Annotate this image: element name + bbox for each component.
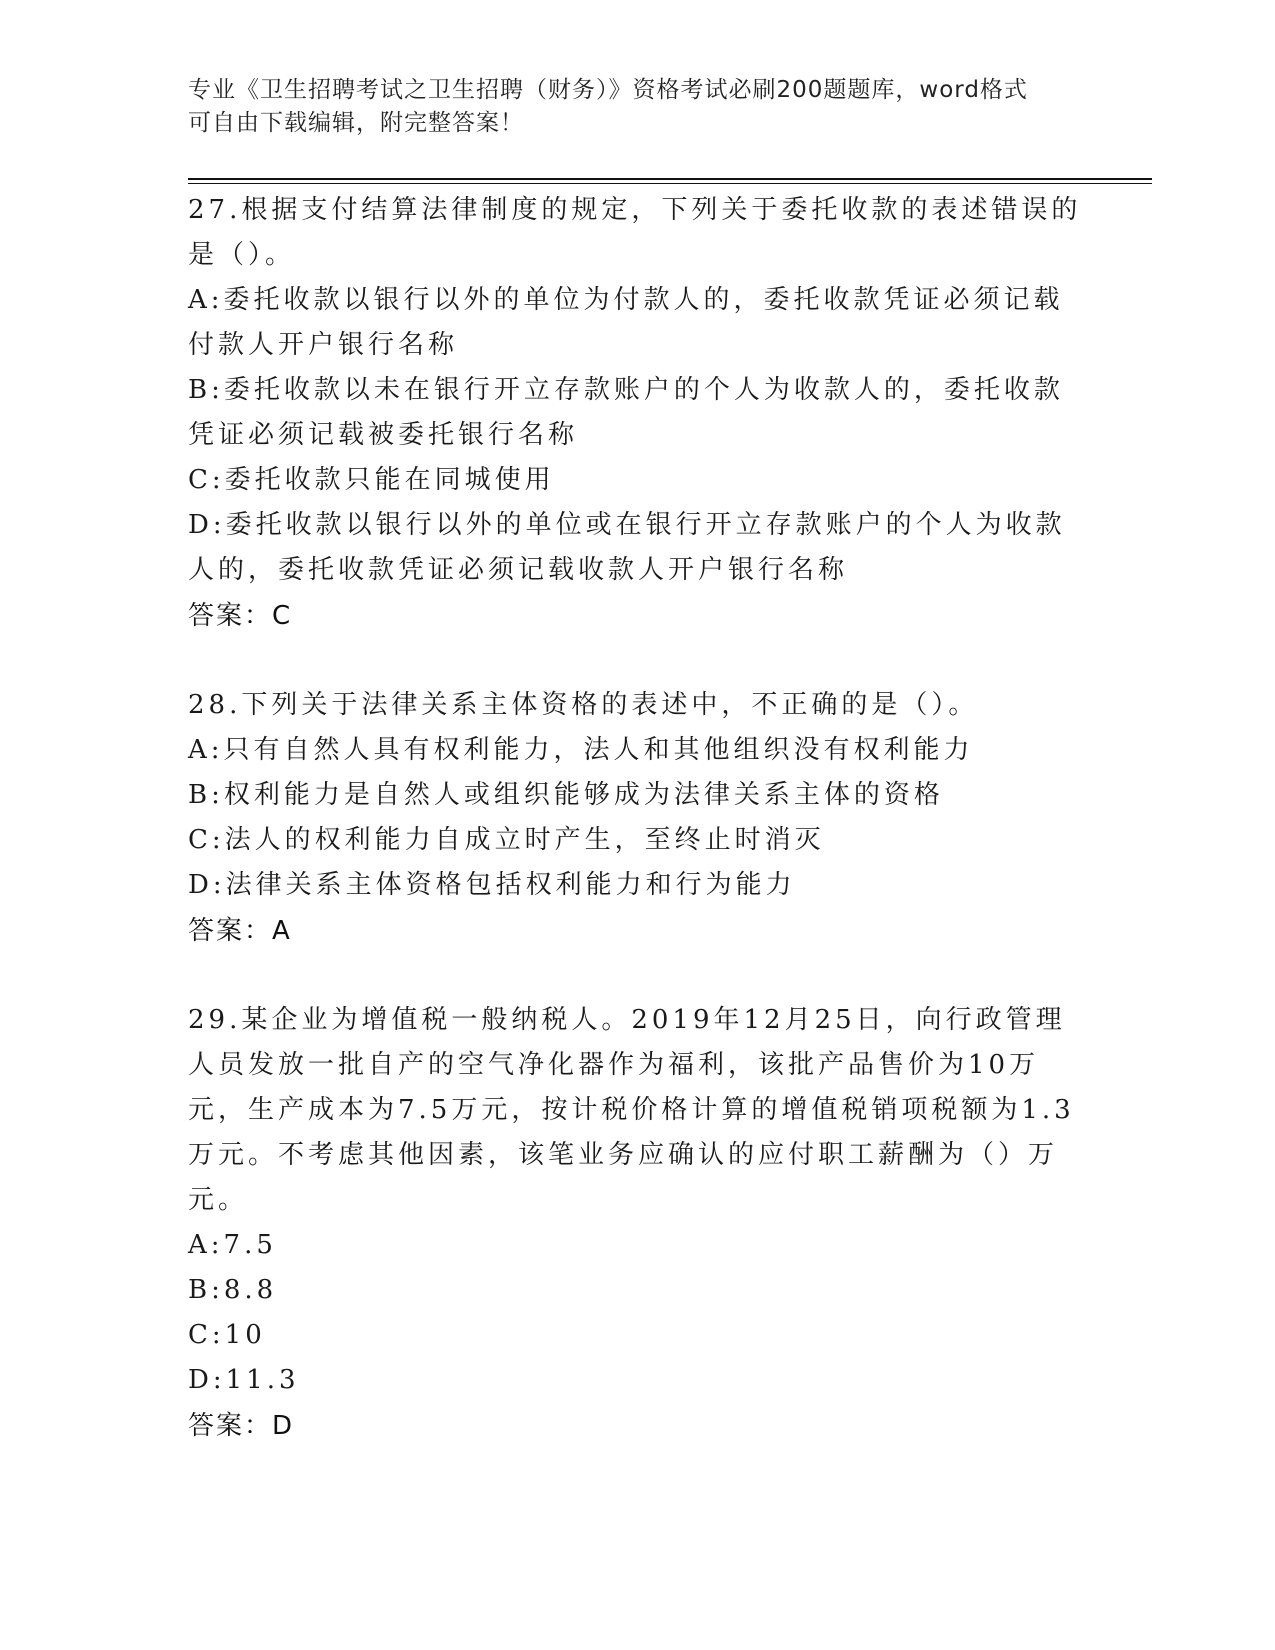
option-c: C:委托收款只能在同城使用: [188, 465, 555, 495]
option-b: B:权利能力是自然人或组织能够成为法律关系主体的资格: [188, 780, 944, 810]
option-c: C:法人的权利能力自成立时产生，至终止时消灭: [188, 825, 825, 855]
answer-value: C: [272, 601, 292, 631]
header-divider-thin: [188, 183, 1152, 184]
document-header: [188, 74, 1068, 140]
question-27: [188, 188, 1088, 639]
option-a: A:委托收款以银行以外的单位为付款人的，委托收款凭证必须记载付款人开户银行名称: [188, 285, 1064, 360]
header-line-1: 专业《卫生招聘考试之卫生招聘（财务）》资格考试必刷200题题库，word格式: [188, 77, 1028, 103]
option-a: A:7.5: [188, 1230, 277, 1260]
answer-row: [188, 1403, 1088, 1449]
option-d: D:委托收款以银行以外的单位或在银行开立存款账户的个人为收款人的，委托收款凭证必须记载收款人开户银行名称: [188, 510, 1066, 585]
option-b: B:委托收款以未在银行开立存款账户的个人为收款人的，委托收款凭证必须记载被委托银行名称: [188, 375, 1064, 450]
question-29: [188, 998, 1088, 1449]
option-a: A:只有自然人具有权利能力，法人和其他组织没有权利能力: [188, 735, 974, 765]
answer-value: A: [272, 916, 291, 946]
option-c: C:10: [188, 1320, 266, 1350]
question-stem: 28.下列关于法律关系主体资格的表述中，不正确的是（）。: [188, 690, 979, 720]
question-stem: 27.根据支付结算法律制度的规定，下列关于委托收款的表述错误的是（）。: [188, 195, 1082, 270]
question-stem: 29.某企业为增值税一般纳税人。2019年12月25日，向行政管理人员发放一批自产的空气净化器作为福利，该批产品售价为10万元，生产成本为7.5万元，按计税价格计算的增值税销项税额为1.3万元。不考虑其他因素，该笔业务应确认的应付职工薪酬为（）万元。: [188, 1005, 1075, 1215]
answer-label: 答案：: [188, 1411, 273, 1441]
answer-label: 答案：: [188, 601, 273, 631]
answer-row: [188, 593, 1088, 639]
header-line-2: 可自由下载编辑，附完整答案！: [188, 110, 524, 136]
option-b: B:8.8: [188, 1275, 278, 1305]
answer-label: 答案：: [188, 916, 273, 946]
answer-value: D: [272, 1411, 294, 1441]
option-d: D:法律关系主体资格包括权利能力和行为能力: [188, 870, 796, 900]
answer-row: [188, 908, 1088, 954]
option-d: D:11.3: [188, 1365, 300, 1395]
question-28: [188, 683, 1088, 954]
header-divider-thick: [188, 178, 1152, 180]
question-list: [188, 188, 1088, 1493]
